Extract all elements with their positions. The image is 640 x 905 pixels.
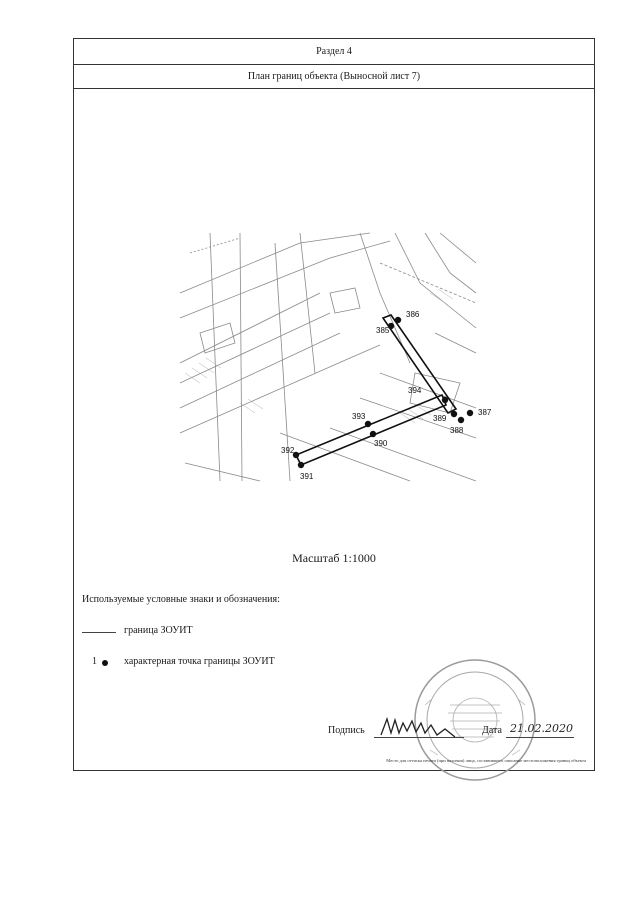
map-scale: Масштаб 1:1000	[292, 551, 376, 565]
document-frame	[73, 38, 595, 771]
label-394: 394	[408, 386, 422, 395]
point-393	[365, 421, 371, 427]
signature-label: Подпись	[328, 725, 365, 736]
label-390: 390	[374, 439, 388, 448]
svg-text:21.02.2020: 21.02.2020	[510, 722, 573, 735]
point-389	[451, 411, 457, 417]
date-label: Дата	[482, 725, 502, 736]
point-394	[442, 397, 448, 403]
legend-line-symbol	[82, 632, 116, 633]
legend-line-label: граница ЗОУИТ	[124, 625, 193, 636]
point-388	[458, 417, 464, 423]
point-390	[370, 431, 376, 437]
label-387: 387	[478, 408, 492, 417]
handwritten-signature	[379, 715, 459, 741]
boundary-map	[180, 233, 492, 481]
label-388: 388	[450, 426, 464, 435]
handwritten-date	[508, 717, 578, 739]
plan-title: План границ объекта (Выносной лист 7)	[74, 65, 594, 89]
legend-point-symbol	[102, 660, 108, 666]
label-393: 393	[352, 412, 366, 421]
point-387	[467, 410, 473, 416]
legend-point-label: характерная точка границы ЗОУИТ	[124, 656, 275, 667]
stamp-footnote: Место для оттиска печати (при наличии) лица, составившего описание местоположения границ объекта	[386, 758, 586, 763]
label-392: 392	[281, 446, 295, 455]
section-header: Раздел 4	[74, 39, 594, 65]
legend-title: Используемые условные знаки и обозначения:	[82, 594, 280, 605]
point-391	[298, 462, 304, 468]
label-391: 391	[300, 472, 314, 481]
legend-point-number: 1	[92, 656, 97, 667]
label-385: 385	[376, 326, 390, 335]
zouit-point-labels	[281, 310, 492, 481]
cadastral-background	[180, 233, 476, 481]
label-386: 386	[406, 310, 420, 319]
point-386	[395, 317, 401, 323]
label-389: 389	[433, 414, 447, 423]
